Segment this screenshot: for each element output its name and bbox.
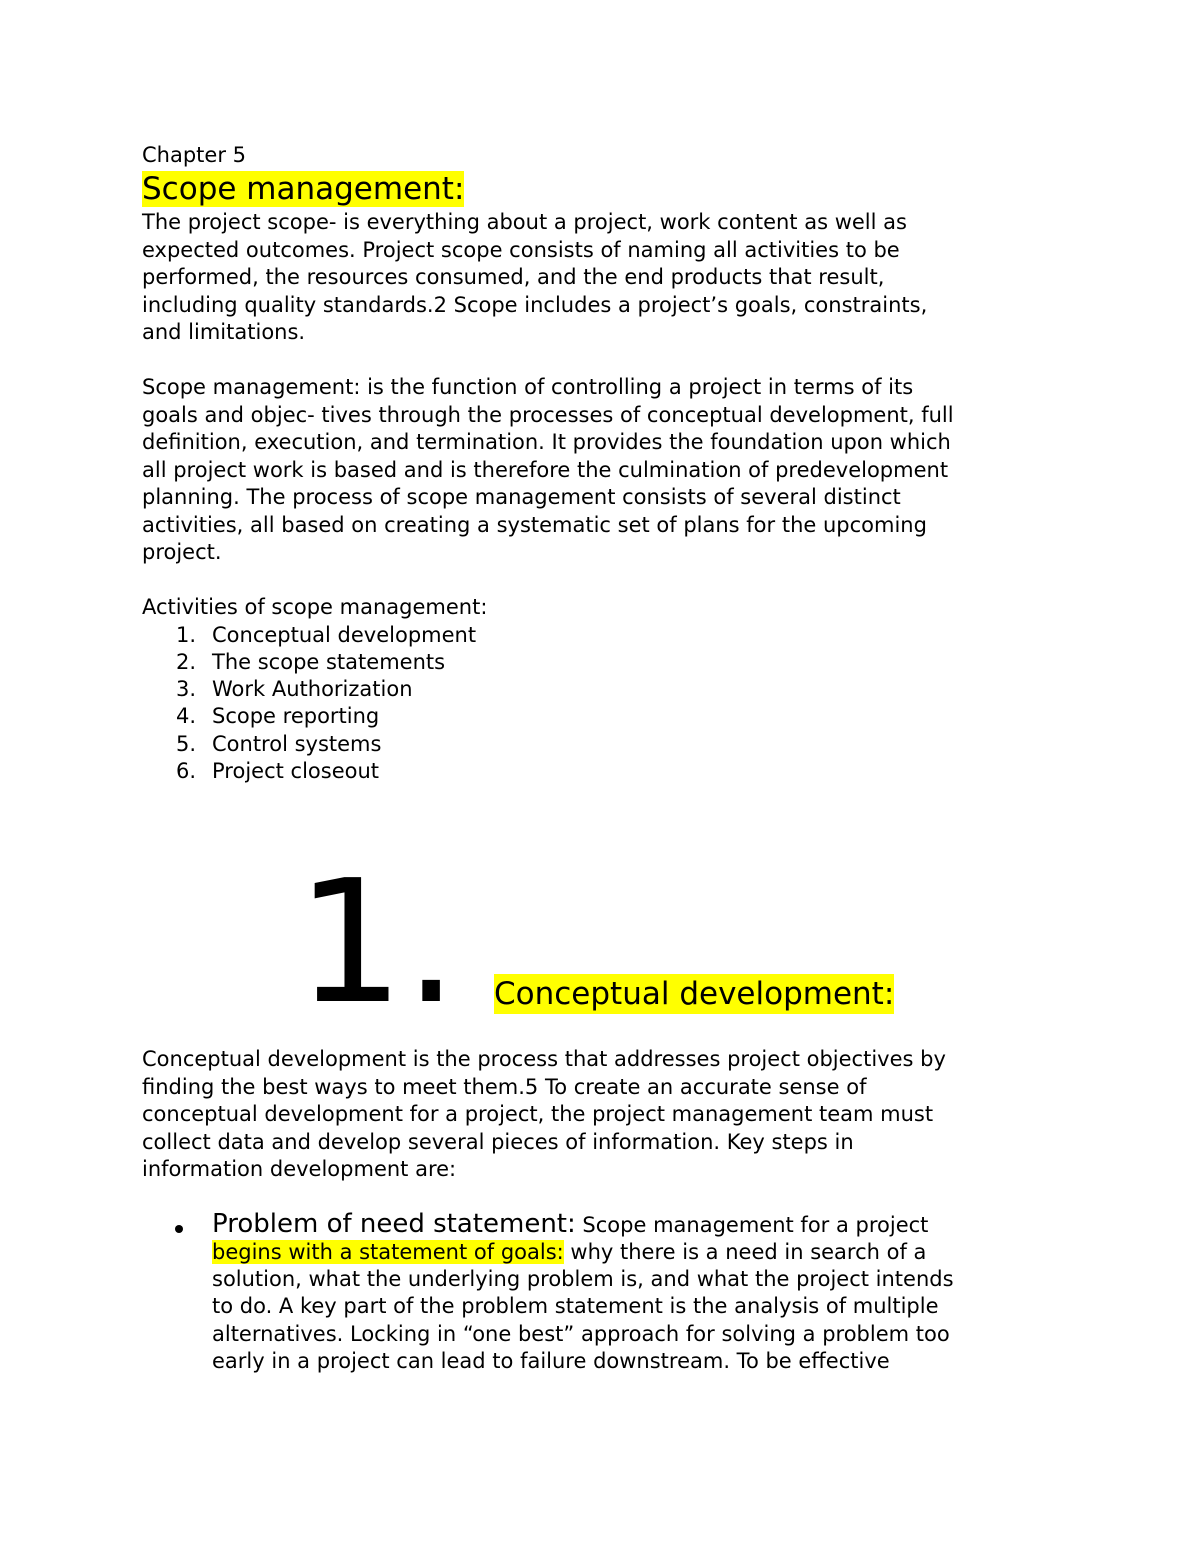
definition-line: Scope management: is the function of controlling a project in terms of its — [142, 375, 914, 399]
document-body — [142, 142, 1062, 785]
section-1-body — [142, 1046, 1062, 1375]
section-1-paragraph — [142, 1046, 1062, 1184]
definition-line: goals and objec- tives through the processes of conceptual development, full — [142, 402, 954, 427]
list-item-number: 5. — [176, 731, 197, 756]
bullet-dot-icon — [175, 1225, 183, 1233]
list-item-label: Work Authorization — [212, 677, 413, 702]
section-heading — [142, 169, 1062, 209]
list-item-number: 4. — [176, 704, 197, 729]
bullet-text: why there is a need in search of a — [563, 1239, 927, 1264]
list-item — [142, 758, 1062, 785]
list-item-label: Project closeout — [212, 758, 380, 783]
bullet-line: solution, what the underlying problem is, and what the project intends — [212, 1267, 954, 1292]
bullet-line: early in a project can lead to failure downstream. To be effective — [212, 1348, 890, 1373]
bullet-heading: Problem of need statement: — [212, 1208, 576, 1239]
list-item — [142, 676, 1062, 703]
paragraph-gap — [142, 347, 1062, 375]
activities-list — [142, 622, 1062, 786]
section-1-line: conceptual development for a project, the project management team must — [142, 1102, 934, 1126]
intro-line: including quality standards.2 Scope includes a project’s goals, constraints, — [142, 292, 928, 317]
list-item-label: Control systems — [212, 731, 382, 756]
list-item — [142, 649, 1062, 676]
section-heading-text: Scope management: — [142, 171, 465, 207]
section-1-title — [296, 844, 1056, 1042]
section-1-line: finding the best ways to meet them.5 To create an accurate sense of — [142, 1074, 867, 1099]
bullet-text: Scope management for a project — [575, 1212, 929, 1237]
list-item — [142, 703, 1062, 730]
definition-paragraph — [142, 374, 1062, 567]
intro-line: and limitations. — [142, 320, 306, 344]
list-item-label: Conceptual development — [212, 622, 477, 647]
section-1-number: 1. — [296, 844, 459, 1042]
section-1-label: Conceptual development: — [494, 976, 895, 1012]
definition-line: activities, all based on creating a systematic set of plans for the upcoming — [142, 512, 927, 537]
bullet-line: to do. A key part of the problem statement is the analysis of multiple — [212, 1294, 939, 1319]
paragraph-gap — [142, 567, 1062, 595]
activities-title: Activities of scope management: — [142, 595, 488, 619]
intro-line: The project scope- is everything about a project, work content as well as — [142, 210, 907, 234]
section-1-line: Conceptual development is the process that addresses project objectives by — [142, 1047, 946, 1071]
definition-line: project. — [142, 540, 222, 564]
list-item-number: 3. — [176, 677, 197, 702]
list-item-number: 2. — [176, 649, 197, 674]
bullet-highlight: begins with a statement of goals: — [212, 1239, 564, 1264]
intro-line: expected outcomes. Project scope consists of naming all activities to be — [142, 237, 900, 262]
bullet-line — [212, 1208, 1062, 1239]
bullet-line — [212, 1239, 1062, 1266]
list-item-number: 6. — [176, 758, 197, 783]
bullet-line: alternatives. Locking in “one best” approach for solving a problem too — [212, 1321, 950, 1346]
list-item-label: The scope statements — [212, 649, 446, 674]
bullet-item — [142, 1208, 1062, 1376]
chapter-label: Chapter 5 — [142, 143, 246, 167]
intro-line: performed, the resources consumed, and the end products that result, — [142, 265, 885, 289]
list-item — [142, 622, 1062, 649]
definition-line: all project work is based and is therefore the culmination of predevelopment — [142, 457, 949, 482]
list-item-number: 1. — [176, 622, 197, 647]
section-1-line: collect data and develop several pieces of information. Key steps in — [142, 1129, 854, 1154]
definition-line: planning. The process of scope management consists of several distinct — [142, 485, 901, 509]
definition-line: definition, execution, and termination. It provides the foundation upon which — [142, 430, 951, 454]
list-item-label: Scope reporting — [212, 704, 380, 729]
list-item — [142, 731, 1062, 758]
intro-paragraph — [142, 209, 1062, 347]
section-1-line: information development are: — [142, 1157, 457, 1181]
